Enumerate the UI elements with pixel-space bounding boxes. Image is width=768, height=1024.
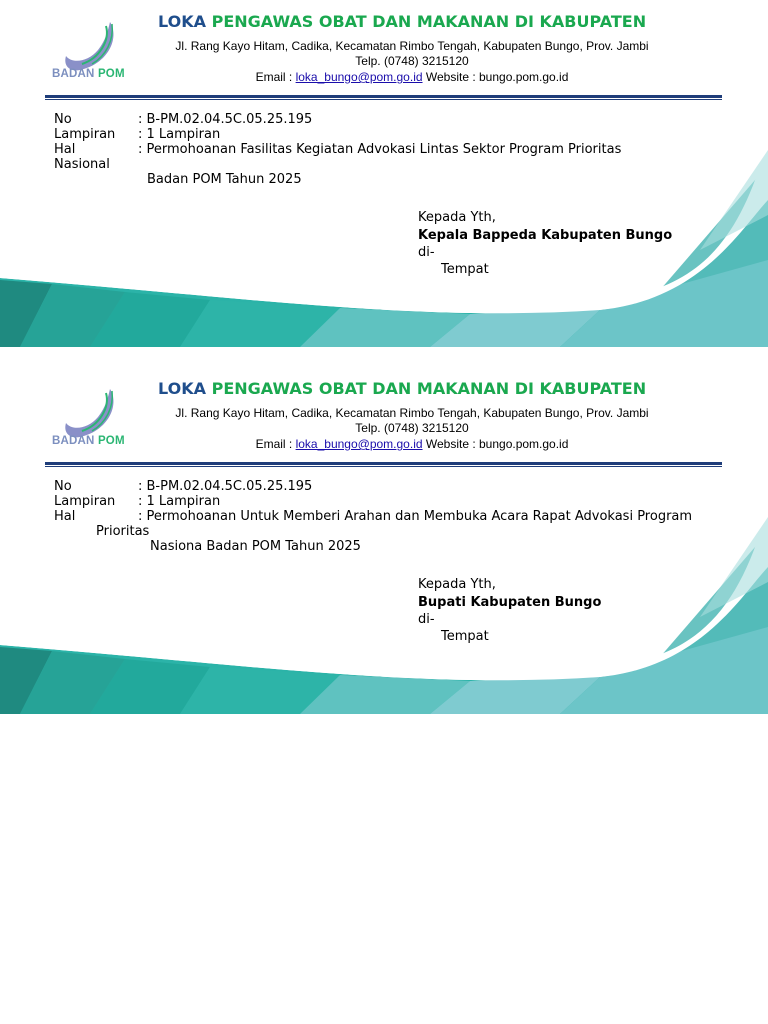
header-divider-thin	[45, 99, 722, 100]
letter-card-1	[0, 0, 768, 347]
phone-line: Telp. (0748) 3215120	[355, 421, 469, 435]
title-institution: PENGAWAS OBAT DAN MAKANAN DI KABUPATEN	[211, 12, 647, 31]
address-line: Jl. Rang Kayo Hitam, Cadika, Kecamatan Rimbo Tengah, Kabupaten Bungo, Prov. Jambi	[175, 39, 649, 53]
no-label: No	[54, 112, 72, 127]
recipient-place: Tempat	[441, 629, 489, 644]
recipient-name: Kepala Bappeda Kabupaten Bungo	[418, 228, 673, 243]
no-label: No	[54, 479, 72, 494]
hal-continuation-1: Nasional	[54, 157, 110, 172]
email-label: Email :	[255, 70, 296, 84]
hal-continuation-2: Nasiona Badan POM Tahun 2025	[150, 539, 361, 551]
header-divider-thick	[45, 462, 722, 465]
logo-word-pom: POM	[97, 68, 125, 80]
logo-word-badan: BADAN	[52, 435, 95, 447]
website-text: Website : bungo.pom.go.id	[422, 70, 569, 84]
recipient-place: Tempat	[441, 262, 489, 277]
header-divider-thick	[45, 95, 722, 98]
title-institution: PENGAWAS OBAT DAN MAKANAN DI KABUPATEN	[211, 379, 647, 398]
email-link[interactable]: loka_bungo@pom.go.id	[295, 437, 423, 451]
logo-wordmark	[52, 68, 125, 80]
hal-continuation-2: Badan POM Tahun 2025	[147, 172, 302, 184]
hal-label: Hal	[54, 509, 76, 524]
logo-word-badan: BADAN	[52, 68, 95, 80]
title-loka: LOKA	[158, 12, 207, 31]
lampiran-value: : 1 Lampiran	[138, 494, 221, 509]
recipient-name: Bupati Kabupaten Bungo	[418, 595, 602, 610]
no-value: : B-PM.02.04.5C.05.25.195	[138, 112, 313, 127]
header-divider-thin	[45, 466, 722, 467]
letterhead-title	[158, 12, 646, 31]
contact-line	[120, 70, 704, 84]
logo-wordmark	[52, 435, 125, 447]
lampiran-label: Lampiran	[54, 127, 116, 142]
no-value: : B-PM.02.04.5C.05.25.195	[138, 479, 313, 494]
website-text: Website : bungo.pom.go.id	[422, 437, 569, 451]
address-line: Jl. Rang Kayo Hitam, Cadika, Kecamatan Rimbo Tengah, Kabupaten Bungo, Prov. Jambi	[175, 406, 649, 420]
recipient-greeting: Kepada Yth,	[418, 577, 496, 592]
recipient-di: di-	[418, 245, 435, 260]
letter-card-2	[0, 367, 768, 714]
hal-value: : Permohoanan Fasilitas Kegiatan Advokasi Lintas Sektor Program Prioritas	[138, 142, 622, 157]
logo-word-pom: POM	[97, 435, 125, 447]
contact-line	[120, 437, 704, 451]
hal-continuation-1: Prioritas	[96, 524, 150, 539]
lampiran-label: Lampiran	[54, 494, 116, 509]
email-link[interactable]: loka_bungo@pom.go.id	[295, 70, 423, 84]
recipient-di: di-	[418, 612, 435, 627]
lampiran-value: : 1 Lampiran	[138, 127, 221, 142]
recipient-greeting: Kepada Yth,	[418, 210, 496, 225]
hal-value: : Permohoanan Untuk Memberi Arahan dan Membuka Acara Rapat Advokasi Program	[138, 509, 693, 524]
phone-line: Telp. (0748) 3215120	[355, 54, 469, 68]
letterhead-title	[158, 379, 646, 398]
email-label: Email :	[255, 437, 296, 451]
title-loka: LOKA	[158, 379, 207, 398]
hal-label: Hal	[54, 142, 76, 157]
